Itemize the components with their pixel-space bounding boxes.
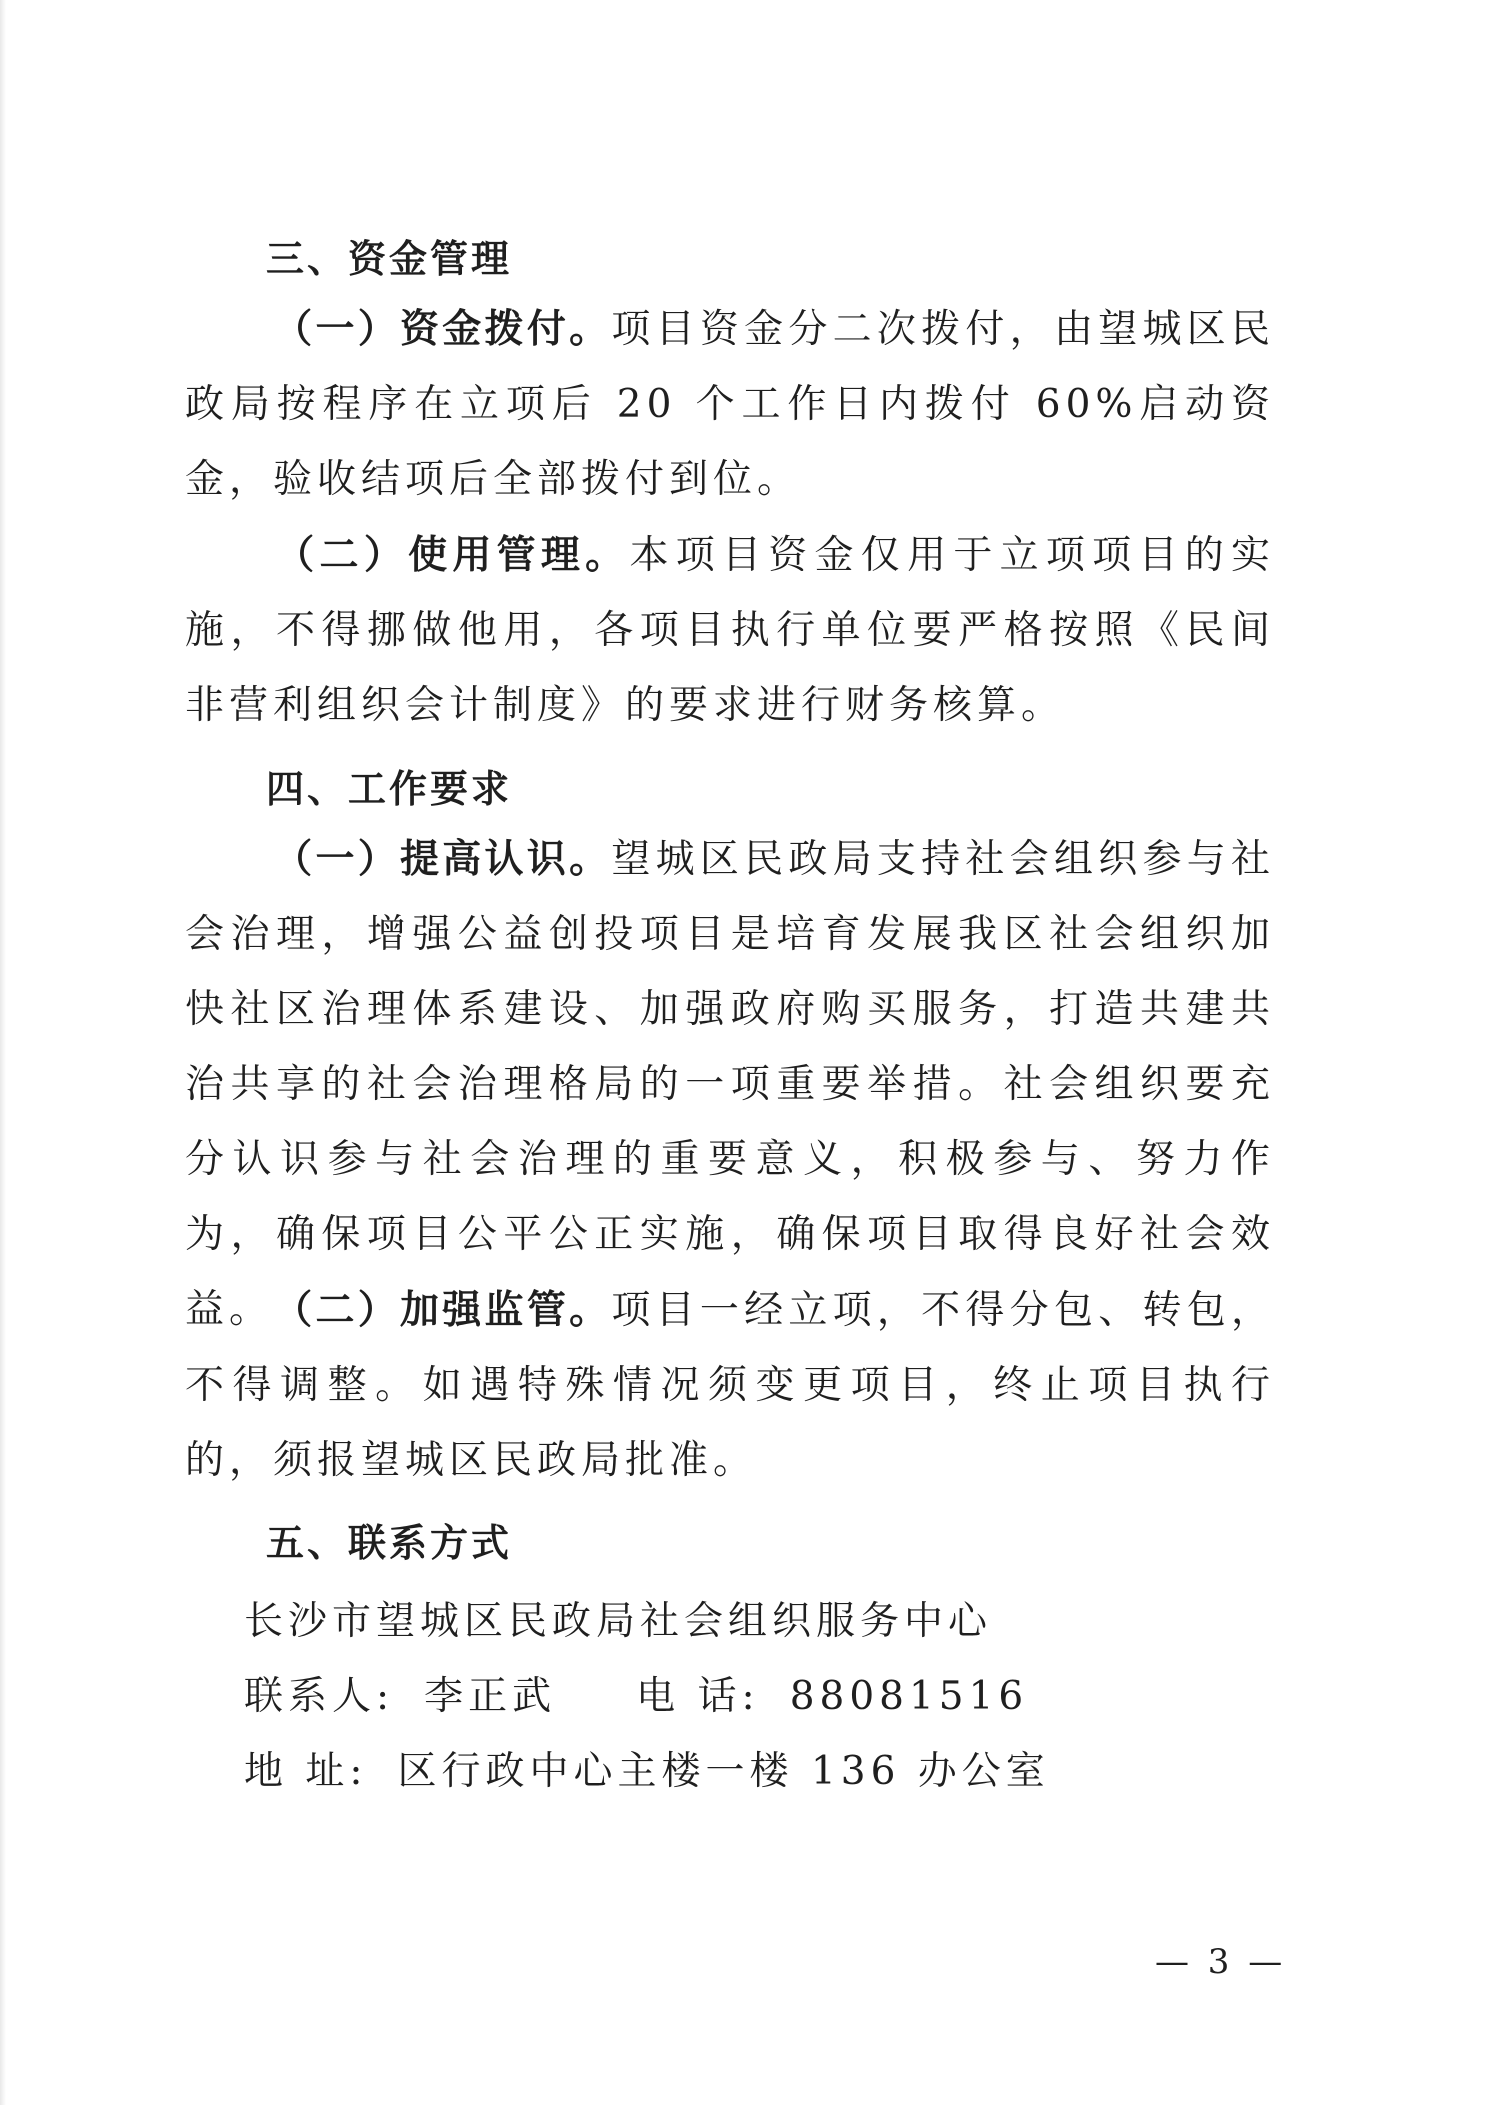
contact-person: 李正武	[424, 1674, 557, 1719]
scan-edge	[0, 0, 6, 2105]
contact-address-line	[244, 1740, 1050, 1796]
section-5-heading: 五、联系方式	[266, 1520, 513, 1565]
para-text: 望城区民政局支持社会组织参与社会治理，增强公益创投项目是培育发展我区社会组织加快社区治理体系建设、加强政府购买服务，打造共建共治共享的社会治理格局的一项重要举措。社会组织要充分认识参与社会治理的重要意义，积极参与、努力作为，确保项目公平公正实施，确保项目取得良好社会效益。	[185, 837, 1275, 1332]
section-3-para-2	[185, 518, 1275, 743]
contact-phone-label: 电 话:	[636, 1674, 760, 1719]
contact-address-label: 地 址:	[244, 1749, 368, 1794]
contact-phone: 88081516	[789, 1674, 1029, 1719]
section-4-para-1	[185, 822, 1275, 1347]
para-label: （一）资金拨付。	[273, 306, 612, 352]
para-label: （二）使用管理。	[273, 532, 630, 578]
para-label: （一）提高认识。	[273, 836, 612, 882]
page-number: — 3 —	[1155, 1942, 1287, 1982]
section-4-para-2	[185, 1273, 1275, 1498]
contact-address: 区行政中心主楼一楼 136 办公室	[397, 1749, 1050, 1794]
contact-person-label: 联系人:	[244, 1674, 395, 1719]
section-4-heading: 四、工作要求	[266, 766, 513, 811]
contact-org: 长沙市望城区民政局社会组织服务中心	[244, 1599, 993, 1644]
para-text: 本项目资金仅用于立项项目的实施，不得挪做他用，各项目执行单位要严格按照《民间非营利组织会计制度》的要求进行财务核算。	[185, 533, 1275, 728]
para-text: 项目一经立项，不得分包、转包，不得调整。如遇特殊情况须变更项目，终止项目执行的，须报望城区民政局批准。	[185, 1288, 1275, 1483]
section-3-heading: 三、资金管理	[266, 236, 513, 281]
para-text: 项目资金分二次拨付，由望城区民政局按程序在立项后 20 个工作日内拨付 60%启动资金，验收结项后全部拨付到位。	[185, 307, 1275, 502]
contact-person-line	[244, 1665, 1028, 1721]
para-label: （二）加强监管。	[273, 1287, 612, 1333]
section-3-para-1	[185, 292, 1275, 517]
